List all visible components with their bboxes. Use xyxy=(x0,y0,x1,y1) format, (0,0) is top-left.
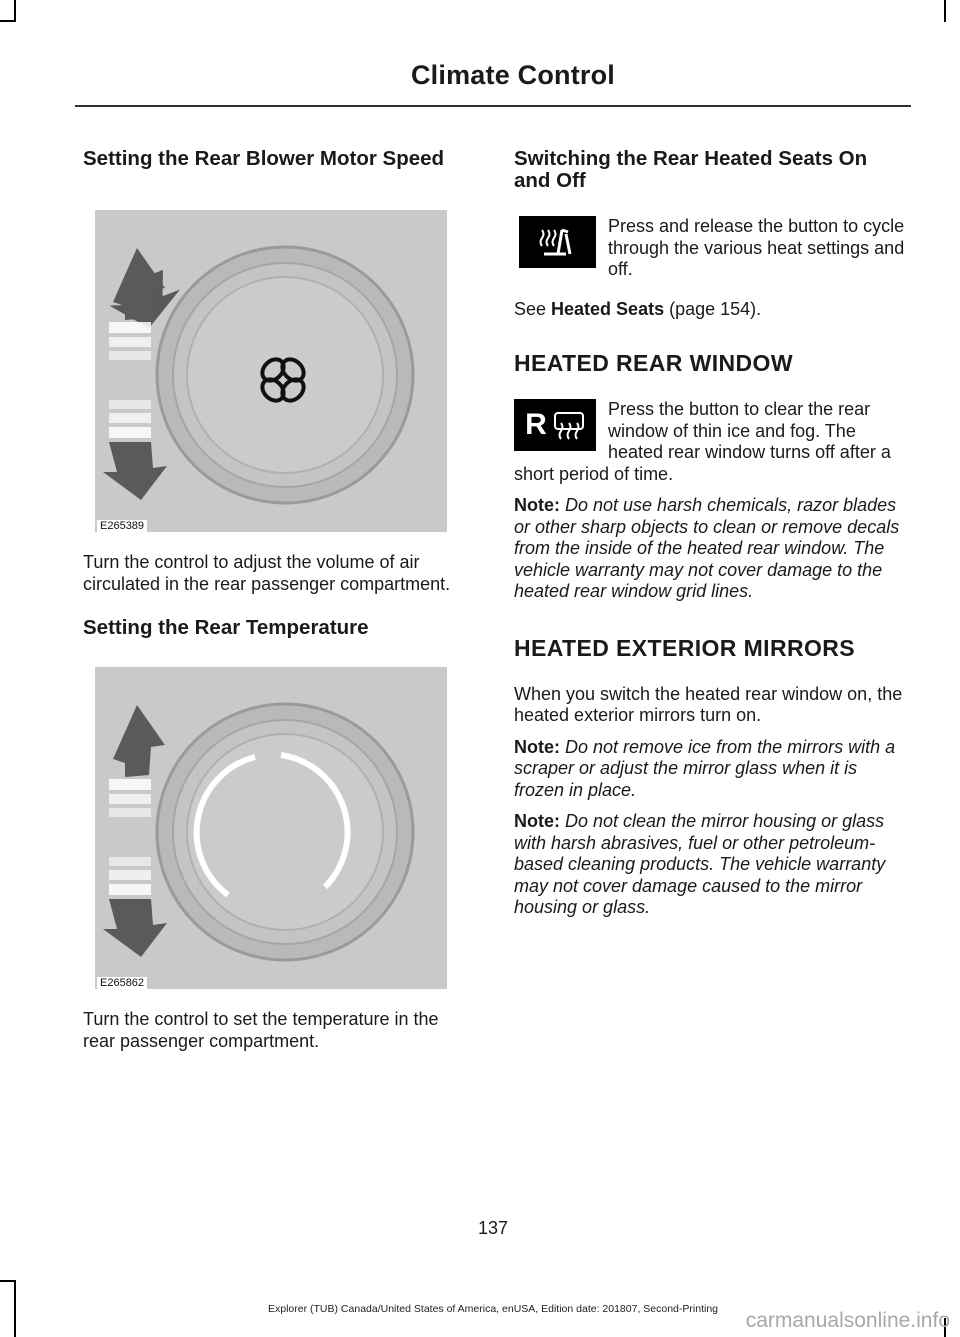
heated-rear-window-block xyxy=(514,399,909,485)
heated-mirrors-body: When you switch the heated rear window on, the heated exterior mirrors turn on. xyxy=(514,683,903,725)
blower-body: Turn the control to adjust the volume of air circulated in the rear passenger compartment. xyxy=(83,552,451,594)
rear-defrost-icon xyxy=(514,399,596,451)
heated-seats-link[interactable]: Heated Seats xyxy=(551,298,665,319)
crop-mark-bottom-left-h xyxy=(0,1280,16,1282)
decrease-arrow-icon xyxy=(103,857,167,957)
note-label: Note: xyxy=(514,495,560,515)
blower-control-figure xyxy=(95,210,447,532)
figure-code: E265389 xyxy=(97,520,147,532)
note-label: Note: xyxy=(514,736,560,757)
left-column xyxy=(83,148,468,1052)
blower-heading: Setting the Rear Blower Motor Speed xyxy=(83,147,445,170)
page-header-title: Climate Control xyxy=(410,60,615,90)
figure-code: E265862 xyxy=(97,977,147,989)
heated-seats-block xyxy=(514,216,909,281)
crop-mark-top-left xyxy=(14,0,16,22)
blower-knob-illustration xyxy=(95,210,447,532)
note-label: Note: xyxy=(514,811,560,831)
page-number: 137 xyxy=(477,1218,509,1238)
heated-mirrors-note-1 xyxy=(514,737,909,802)
note-text: Do not use harsh chemicals, razor blades or other sharp objects to clean or remove decals from the inside of the heated rear window. The vehicle warranty may not cover damage to the heated rear window grid lines. xyxy=(514,495,900,601)
temperature-body: Turn the control to set the temperature in the rear passenger compartment. xyxy=(83,1009,439,1051)
header-divider xyxy=(75,105,911,107)
decrease-arrow-icon xyxy=(103,400,167,500)
temperature-heading: Setting the Rear Temperature xyxy=(83,616,369,639)
heated-rear-window-body: Press the button to clear the rear window of thin ice and fog. The heated rear window turns off after a short period of time. xyxy=(514,399,891,484)
note-text: Do not remove ice from the mirrors with a scraper or adjust the mirror glass when it is frozen in place. xyxy=(514,736,896,800)
crop-mark-top-right xyxy=(944,0,946,22)
see-prefix: See xyxy=(514,298,552,319)
heated-rear-window-note xyxy=(514,495,909,603)
note-text: Do not clean the mirror housing or glass with harsh abrasives, fuel or other petroleum-based cleaning products. The vehicle warranty may not cover damage caused to the mirror housing or glass. xyxy=(514,811,886,917)
right-column xyxy=(514,148,909,919)
heated-seats-see xyxy=(514,299,909,321)
heated-seats-body: Press and release the button to cycle through the various heat settings and off. xyxy=(608,216,905,279)
heated-seats-heading: Switching the Rear Heated Seats On and Off xyxy=(514,147,868,192)
heated-seat-icon xyxy=(519,216,596,268)
see-suffix: (page 154). xyxy=(664,298,762,319)
heated-mirrors-note-2 xyxy=(514,811,909,919)
crop-mark-top-left-h xyxy=(0,20,16,22)
increase-arrow-icon xyxy=(109,705,165,817)
rear-defrost-letter: R xyxy=(525,408,547,441)
temperature-control-figure xyxy=(95,667,447,989)
heated-mirrors-heading: HEATED EXTERIOR MIRRORS xyxy=(514,634,856,661)
temperature-knob-illustration xyxy=(95,667,447,989)
watermark: carmanualsonline.info xyxy=(745,1309,950,1332)
heated-rear-window-heading: HEATED REAR WINDOW xyxy=(514,350,793,376)
page-footer: Explorer (TUB) Canada/United States of America, enUSA, Edition date: 201807, Second-Printing xyxy=(268,1303,718,1315)
